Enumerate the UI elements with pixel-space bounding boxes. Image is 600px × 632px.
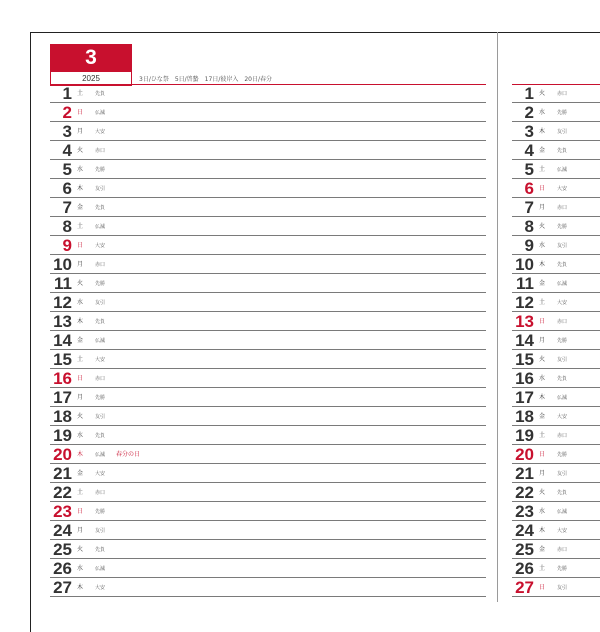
rokuyo-label: 赤口 — [557, 91, 568, 97]
day-row[interactable] — [512, 236, 600, 255]
day-number: 16 — [515, 369, 534, 388]
day-number: 20 — [515, 445, 534, 464]
weekday-label: 木 — [77, 451, 84, 458]
weekday-label: 水 — [77, 565, 84, 572]
day-row[interactable] — [50, 388, 486, 407]
year-label: 2025 — [50, 71, 132, 86]
rokuyo-label: 先負 — [95, 319, 106, 325]
day-row[interactable] — [50, 103, 486, 122]
weekday-label: 土 — [539, 432, 546, 439]
weekday-label: 木 — [77, 318, 84, 325]
rokuyo-label: 先勝 — [95, 509, 106, 515]
weekday-label: 月 — [77, 261, 84, 268]
day-number: 13 — [53, 312, 72, 331]
weekday-label: 火 — [77, 413, 84, 420]
weekday-label: 火 — [77, 546, 84, 553]
day-row[interactable] — [50, 236, 486, 255]
day-row[interactable] — [512, 464, 600, 483]
day-row[interactable] — [512, 540, 600, 559]
weekday-label: 水 — [539, 375, 546, 382]
day-row[interactable] — [512, 483, 600, 502]
day-row[interactable] — [512, 331, 600, 350]
weekday-label: 水 — [539, 242, 546, 249]
rokuyo-label: 先負 — [557, 376, 568, 382]
rokuyo-label: 仏滅 — [557, 509, 568, 515]
rokuyo-label: 先負 — [557, 490, 568, 496]
day-number: 25 — [515, 540, 534, 559]
day-row[interactable] — [50, 426, 486, 445]
day-row[interactable] — [512, 293, 600, 312]
rokuyo-label: 友引 — [557, 585, 568, 591]
day-number: 6 — [62, 179, 72, 198]
rokuyo-label: 仏滅 — [557, 167, 568, 173]
rokuyo-label: 友引 — [557, 129, 568, 135]
day-row[interactable] — [50, 578, 486, 597]
weekday-label: 木 — [77, 584, 84, 591]
day-row[interactable] — [50, 559, 486, 578]
day-number: 20 — [53, 445, 72, 464]
day-row[interactable] — [512, 445, 600, 464]
left-day-list — [50, 84, 486, 597]
day-row[interactable] — [50, 274, 486, 293]
day-number: 16 — [53, 369, 72, 388]
rokuyo-label: 先負 — [95, 205, 106, 211]
rokuyo-label: 仏滅 — [95, 338, 106, 344]
weekday-label: 日 — [77, 109, 84, 116]
weekday-label: 日 — [77, 242, 84, 249]
day-number: 23 — [515, 502, 534, 521]
day-row[interactable] — [50, 521, 486, 540]
weekday-label: 木 — [539, 394, 546, 401]
weekday-label: 日 — [77, 508, 84, 515]
weekday-label: 日 — [539, 584, 546, 591]
day-number: 14 — [53, 331, 72, 350]
day-number: 1 — [524, 84, 534, 103]
rokuyo-label: 大安 — [557, 300, 568, 306]
rokuyo-label: 先負 — [557, 262, 568, 268]
day-row[interactable] — [50, 483, 486, 502]
day-number: 9 — [62, 236, 72, 255]
weekday-label: 木 — [539, 128, 546, 135]
day-number: 15 — [53, 350, 72, 369]
day-row[interactable] — [50, 445, 486, 464]
day-number: 10 — [515, 255, 534, 274]
day-number: 27 — [53, 578, 72, 597]
day-row[interactable] — [50, 293, 486, 312]
day-number: 12 — [515, 293, 534, 312]
day-row[interactable] — [512, 369, 600, 388]
day-number: 17 — [515, 388, 534, 407]
right-day-list — [512, 84, 600, 597]
weekday-label: 金 — [539, 280, 546, 287]
rokuyo-label: 友引 — [95, 186, 106, 192]
rokuyo-label: 先勝 — [557, 566, 568, 572]
weekday-label: 水 — [539, 508, 546, 515]
day-row[interactable] — [50, 179, 486, 198]
weekday-label: 水 — [77, 299, 84, 306]
day-row[interactable] — [50, 464, 486, 483]
weekday-label: 火 — [539, 223, 546, 230]
rokuyo-label: 大安 — [557, 186, 568, 192]
rokuyo-label: 先勝 — [557, 338, 568, 344]
day-number: 26 — [515, 559, 534, 578]
weekday-label: 金 — [77, 470, 84, 477]
rokuyo-label: 大安 — [95, 471, 106, 477]
day-row[interactable] — [512, 521, 600, 540]
day-number: 15 — [515, 350, 534, 369]
weekday-label: 水 — [77, 432, 84, 439]
weekday-label: 土 — [539, 565, 546, 572]
rokuyo-label: 大安 — [95, 129, 106, 135]
weekday-label: 木 — [77, 185, 84, 192]
day-row[interactable] — [50, 198, 486, 217]
rokuyo-label: 先勝 — [557, 224, 568, 230]
day-number: 27 — [515, 578, 534, 597]
day-number: 6 — [524, 179, 534, 198]
seasonal-notes: 3日/ひな祭 5日/啓蟄 17日/彼岸入 20日/春分 — [139, 76, 272, 83]
month-badge: 3 — [50, 44, 132, 71]
weekday-label: 火 — [77, 280, 84, 287]
rokuyo-label: 仏滅 — [557, 395, 568, 401]
day-row[interactable] — [50, 312, 486, 331]
rokuyo-label: 先負 — [95, 547, 106, 553]
day-number: 1 — [62, 84, 72, 103]
rokuyo-label: 先勝 — [95, 281, 106, 287]
weekday-label: 火 — [539, 356, 546, 363]
rokuyo-label: 先負 — [557, 148, 568, 154]
day-number: 3 — [524, 122, 534, 141]
day-number: 19 — [53, 426, 72, 445]
rokuyo-label: 大安 — [557, 414, 568, 420]
day-row[interactable] — [50, 540, 486, 559]
weekday-label: 木 — [539, 527, 546, 534]
day-number: 22 — [53, 483, 72, 502]
weekday-label: 月 — [539, 337, 546, 344]
rokuyo-label: 仏滅 — [95, 452, 106, 458]
weekday-label: 月 — [77, 527, 84, 534]
day-row[interactable] — [50, 255, 486, 274]
weekday-label: 日 — [77, 375, 84, 382]
rokuyo-label: 赤口 — [95, 490, 106, 496]
rokuyo-label: 先勝 — [95, 167, 106, 173]
rokuyo-label: 赤口 — [95, 148, 106, 154]
weekday-label: 日 — [539, 185, 546, 192]
day-number: 17 — [53, 388, 72, 407]
weekday-label: 月 — [77, 394, 84, 401]
day-row[interactable] — [50, 122, 486, 141]
day-row[interactable] — [50, 369, 486, 388]
rokuyo-label: 友引 — [557, 471, 568, 477]
weekday-label: 月 — [539, 470, 546, 477]
day-row[interactable] — [512, 274, 600, 293]
day-row[interactable] — [512, 141, 600, 160]
day-row[interactable] — [512, 388, 600, 407]
day-number: 26 — [53, 559, 72, 578]
day-number: 5 — [62, 160, 72, 179]
day-row[interactable] — [50, 141, 486, 160]
rokuyo-label: 友引 — [95, 300, 106, 306]
weekday-label: 月 — [77, 128, 84, 135]
day-row[interactable] — [512, 198, 600, 217]
day-number: 7 — [524, 198, 534, 217]
weekday-label: 火 — [539, 90, 546, 97]
day-row[interactable] — [512, 502, 600, 521]
day-row[interactable] — [512, 426, 600, 445]
day-row[interactable] — [512, 179, 600, 198]
day-number: 10 — [53, 255, 72, 274]
rokuyo-label: 友引 — [95, 528, 106, 534]
weekday-label: 日 — [539, 451, 546, 458]
weekday-label: 火 — [539, 489, 546, 496]
day-row[interactable] — [50, 84, 486, 103]
rokuyo-label: 仏滅 — [95, 110, 106, 116]
rokuyo-label: 赤口 — [95, 262, 106, 268]
weekday-label: 金 — [77, 204, 84, 211]
rokuyo-label: 大安 — [95, 357, 106, 363]
day-number: 11 — [54, 274, 72, 293]
day-row[interactable] — [512, 103, 600, 122]
day-number: 24 — [515, 521, 534, 540]
day-number: 18 — [515, 407, 534, 426]
day-row[interactable] — [50, 407, 486, 426]
day-row[interactable] — [50, 502, 486, 521]
day-number: 22 — [515, 483, 534, 502]
weekday-label: 土 — [77, 356, 84, 363]
weekday-label: 土 — [77, 489, 84, 496]
weekday-label: 土 — [77, 223, 84, 230]
rokuyo-label: 仏滅 — [557, 281, 568, 287]
rokuyo-label: 赤口 — [557, 319, 568, 325]
rokuyo-label: 先勝 — [557, 452, 568, 458]
rokuyo-label: 友引 — [557, 357, 568, 363]
day-row[interactable] — [512, 559, 600, 578]
day-row[interactable] — [512, 407, 600, 426]
rokuyo-label: 赤口 — [95, 376, 106, 382]
day-row[interactable] — [512, 312, 600, 331]
day-number: 7 — [62, 198, 72, 217]
rokuyo-label: 仏滅 — [95, 566, 106, 572]
day-number: 2 — [62, 103, 72, 122]
day-number: 4 — [524, 141, 534, 160]
weekday-label: 木 — [539, 261, 546, 268]
day-row[interactable] — [512, 350, 600, 369]
rokuyo-label: 仏滅 — [95, 224, 106, 230]
day-number: 14 — [515, 331, 534, 350]
weekday-label: 土 — [539, 299, 546, 306]
day-row[interactable] — [512, 255, 600, 274]
weekday-label: 土 — [539, 166, 546, 173]
day-row[interactable] — [512, 578, 600, 597]
day-number: 3 — [62, 122, 72, 141]
day-row[interactable] — [50, 217, 486, 236]
rokuyo-label: 先負 — [95, 91, 106, 97]
weekday-label: 火 — [77, 147, 84, 154]
day-row[interactable] — [512, 84, 600, 103]
rokuyo-label: 先勝 — [95, 395, 106, 401]
day-number: 24 — [53, 521, 72, 540]
day-number: 11 — [516, 274, 534, 293]
weekday-label: 日 — [539, 318, 546, 325]
page-fold-divider — [497, 32, 498, 602]
weekday-label: 水 — [77, 166, 84, 173]
rokuyo-label: 先勝 — [557, 110, 568, 116]
rokuyo-label: 赤口 — [557, 205, 568, 211]
rokuyo-label: 大安 — [95, 243, 106, 249]
day-row[interactable] — [50, 160, 486, 179]
day-number: 12 — [53, 293, 72, 312]
day-number: 9 — [524, 236, 534, 255]
day-number: 21 — [515, 464, 534, 483]
day-row[interactable] — [50, 350, 486, 369]
day-number: 21 — [53, 464, 72, 483]
rokuyo-label: 先負 — [95, 433, 106, 439]
day-number: 19 — [515, 426, 534, 445]
rokuyo-label: 大安 — [95, 585, 106, 591]
day-row[interactable] — [512, 122, 600, 141]
rokuyo-label: 友引 — [557, 243, 568, 249]
weekday-label: 金 — [77, 337, 84, 344]
day-number: 8 — [62, 217, 72, 236]
day-number: 5 — [524, 160, 534, 179]
weekday-label: 土 — [77, 90, 84, 97]
day-row[interactable] — [50, 331, 486, 350]
day-number: 8 — [524, 217, 534, 236]
rokuyo-label: 大安 — [557, 528, 568, 534]
rokuyo-label: 友引 — [95, 414, 106, 420]
day-number: 18 — [53, 407, 72, 426]
day-number: 25 — [53, 540, 72, 559]
holiday-label: 春分の日 — [116, 451, 141, 458]
day-row[interactable] — [512, 217, 600, 236]
weekday-label: 金 — [539, 147, 546, 154]
day-number: 13 — [515, 312, 534, 331]
day-number: 4 — [62, 141, 72, 160]
weekday-label: 金 — [539, 413, 546, 420]
rokuyo-label: 赤口 — [557, 433, 568, 439]
day-number: 23 — [53, 502, 72, 521]
weekday-label: 水 — [539, 109, 546, 116]
day-row[interactable] — [512, 160, 600, 179]
weekday-label: 金 — [539, 546, 546, 553]
rokuyo-label: 赤口 — [557, 547, 568, 553]
day-number: 2 — [524, 103, 534, 122]
weekday-label: 月 — [539, 204, 546, 211]
